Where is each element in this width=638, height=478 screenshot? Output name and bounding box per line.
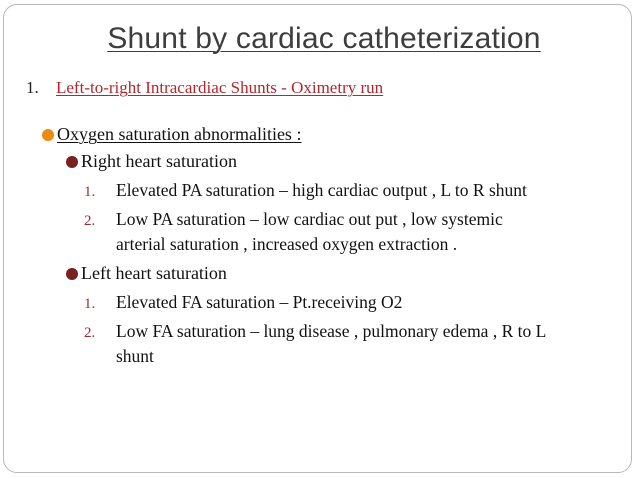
list-item: [84, 209, 503, 230]
slide-title: [0, 22, 638, 56]
list-item: [84, 292, 402, 313]
list-number: 1.: [84, 184, 96, 200]
list-number: 1.: [84, 296, 96, 312]
orange-bullet-icon: [42, 129, 54, 141]
list-item-text: Elevated FA saturation – Pt.receiving O2: [116, 292, 403, 312]
slide-title-text: Shunt by cardiac catheterization: [107, 22, 541, 55]
list-item-text: Low PA saturation – low cardiac out put , low systemic: [116, 209, 503, 229]
list-number: 2.: [84, 325, 96, 341]
list-item-text: Low FA saturation – lung disease , pulmonary edema , R to L: [116, 321, 547, 341]
list-item-continuation: [116, 234, 457, 255]
group-heading-text: Right heart saturation: [81, 151, 237, 171]
group-heading-text: Left heart saturation: [81, 263, 227, 283]
group-heading-right: [66, 151, 237, 172]
list-item: [84, 321, 546, 342]
dark-bullet-icon: [66, 156, 78, 168]
section-number: 1.: [26, 78, 39, 97]
topic-text: Oxygen saturation abnormalities :: [57, 124, 302, 144]
list-item-text: Elevated PA saturation – high cardiac output , L to R shunt: [116, 180, 527, 200]
section-heading: [26, 78, 383, 98]
dark-bullet-icon: [66, 268, 78, 280]
list-item: [84, 180, 527, 201]
list-item-continuation: [116, 346, 154, 367]
list-item-text: arterial saturation , increased oxygen extraction .: [116, 234, 458, 254]
topic-bullet: [42, 124, 301, 145]
group-heading-left: [66, 263, 227, 284]
list-number: 2.: [84, 213, 96, 229]
section-link[interactable]: Left-to-right Intracardiac Shunts - Oximetry run: [56, 78, 384, 97]
list-item-text: shunt: [116, 346, 154, 366]
